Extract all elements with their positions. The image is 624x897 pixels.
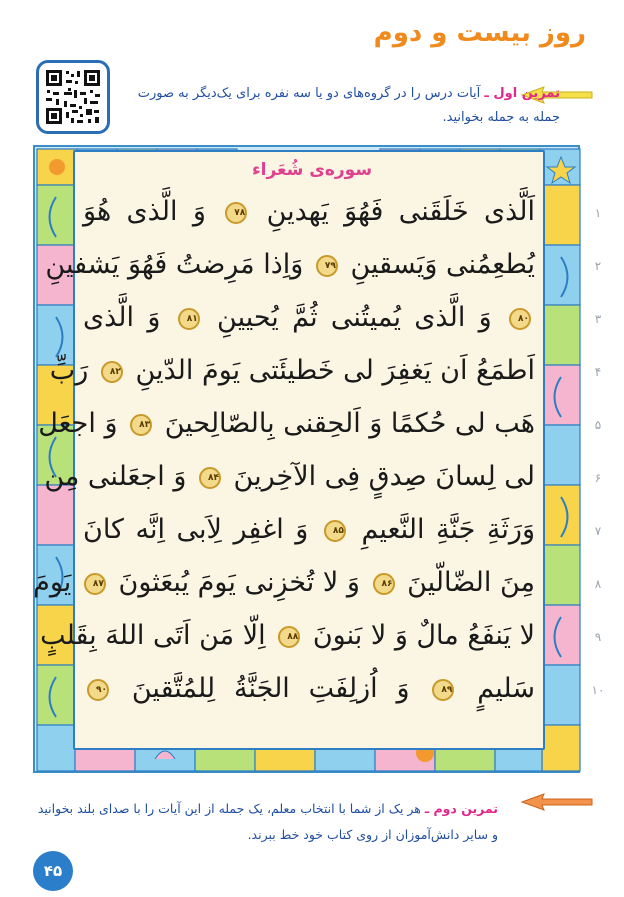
verse-text: سَلیمٍ: [477, 673, 535, 704]
verse-line: [40, 620, 535, 651]
verse-text: رَبِّ: [49, 355, 89, 386]
verse-text: اِلّا مَن اَتَی اللهَ بِقَلبٍ: [40, 620, 266, 651]
surah-title: سوره‌ی شُعَراء: [251, 160, 373, 180]
ayah-marker-icon: ٨٩: [432, 679, 454, 701]
exercise-1: [120, 82, 560, 130]
verse-line: [83, 302, 535, 333]
verse-text: وَرَثَةِ جَنَّةِ النَّعیمِ: [361, 514, 535, 545]
verse-text: وَ الَّذی: [83, 302, 161, 333]
page-number: ۴۵: [33, 851, 73, 891]
verse-text: یَومَ: [33, 567, 72, 598]
ayah-marker-icon: ٨١: [178, 308, 200, 330]
line-number: ۵: [594, 418, 602, 432]
verse-text: اَلَّذی خَلَقَنی فَهُوَ یَهدینِ: [266, 196, 535, 227]
ayah-marker-icon: ٨۶: [373, 573, 395, 595]
ayah-marker-icon: ٨۴: [199, 467, 221, 489]
page-title: روز بیست و دوم: [373, 18, 586, 48]
verse-text: وَ اغفِر لِاَبی اِنَّه کانَ: [83, 514, 309, 545]
ayah-marker-icon: ٨۵: [324, 520, 346, 542]
verse-text: لی لِسانَ صِدقٍ فِی الآخِرینَ: [233, 461, 535, 492]
exercise-2-label: تمرین دوم ـ: [424, 801, 498, 816]
verse-line: [83, 673, 535, 704]
line-number: ۶: [594, 471, 602, 485]
verse-text: وَاِذا مَرِضتُ فَهُوَ یَشفینِ: [45, 249, 304, 280]
verse-text: وَ اُزلِفَتِ الجَنَّةُ لِلمُتَّقینَ: [131, 673, 410, 704]
verse-text: یُطعِمُنی وَیَسقینِ: [350, 249, 535, 280]
exercise-2: [28, 796, 498, 848]
verse-line: [83, 514, 535, 545]
ayah-marker-icon: ٨٢: [101, 361, 123, 383]
line-number: ٧: [594, 524, 602, 538]
exercise-1-text: آیات درس را در گروه‌های دو یا سه نفره برای یک‌دیگر به صورت جمله به جمله بخوانید.: [137, 86, 560, 125]
qr-code-icon[interactable]: [36, 60, 110, 134]
line-number: ۴: [594, 365, 602, 379]
arrow-left-icon: [520, 791, 594, 813]
exercise-2-text: هر یک از شما با انتخاب معلم، یک جمله از این آیات را با صدای بلند بخوانید و سایر دانش‌آموزان از روی کتاب خود خط ببرند.: [37, 801, 498, 842]
line-number: ٨: [594, 577, 602, 591]
verse-text: وَ لا تُخزِنی یَومَ یُبعَثونَ: [118, 567, 360, 598]
ayah-marker-icon: ٨٠: [509, 308, 531, 330]
line-number: ١٠: [591, 683, 605, 697]
ayah-marker-icon: ٧٩: [316, 255, 338, 277]
exercise-1-label: تمرین اول ـ: [484, 86, 560, 101]
verse-text: وَ اجعَلنی مِن: [44, 461, 187, 492]
verse-line: [45, 249, 535, 280]
verse-text: مِنَ الضّالّینَ: [407, 567, 535, 598]
ayah-marker-icon: ٩٠: [87, 679, 109, 701]
verse-text: لا یَنفَعُ مالٌ وَ لا بَنونَ: [312, 620, 535, 651]
line-number: ٩: [594, 630, 602, 644]
ayah-marker-icon: ٧٨: [225, 202, 247, 224]
line-number: ٢: [594, 259, 602, 273]
verse-line: [38, 408, 535, 439]
line-number: ٣: [594, 312, 602, 326]
verse-panel: [73, 150, 545, 750]
ayah-marker-icon: ٨٣: [130, 414, 152, 436]
verse-text: وَ اجعَل: [38, 408, 118, 439]
ayah-marker-icon: ٨٨: [278, 626, 300, 648]
verse-line: [44, 461, 535, 492]
verse-text: اَطمَعُ اَن یَغفِرَ لی خَطیئَتی یَومَ الدّینِ: [135, 355, 535, 386]
verse-line: [49, 355, 535, 386]
verse-text: وَ الَّذی یُمیتُنی ثُمَّ یُحیینِ: [217, 302, 492, 333]
verse-text: هَب لی حُکمًا وَ اَلحِقنی بِالصّالِحینَ: [164, 408, 535, 439]
ayah-marker-icon: ٨٧: [84, 573, 106, 595]
verse-line: [83, 196, 535, 227]
verse-line: [33, 567, 535, 598]
line-number: ١: [594, 206, 602, 220]
verse-text: وَ الَّذی هُوَ: [83, 196, 206, 227]
